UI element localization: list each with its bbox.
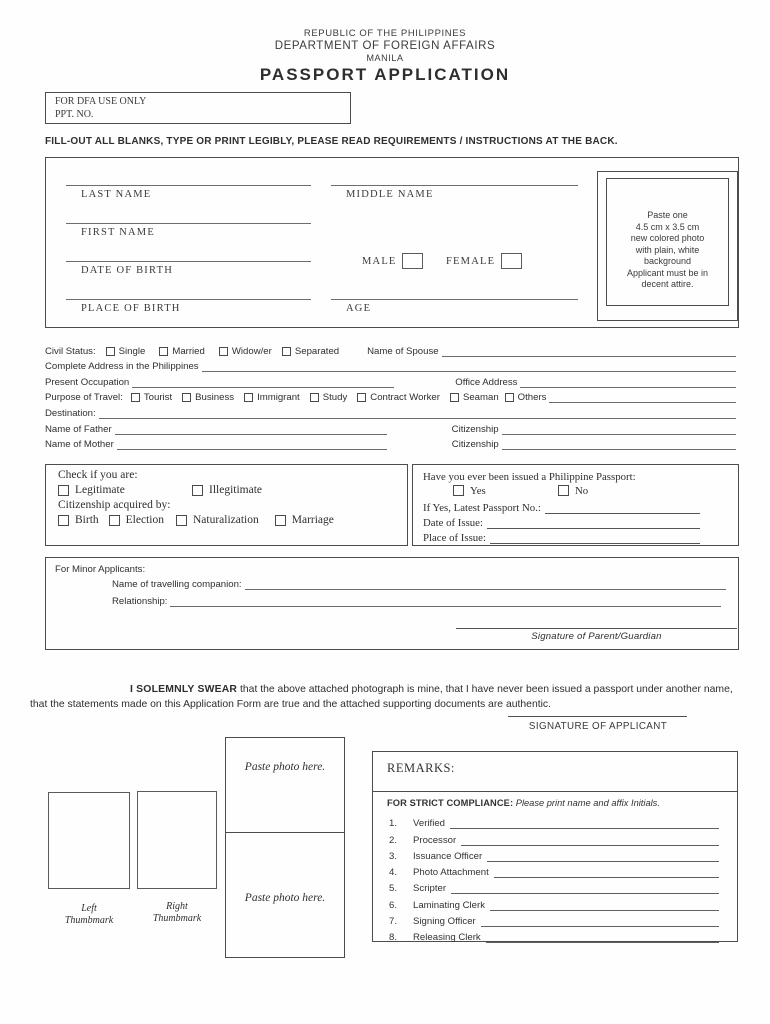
item-label: Signing Officer bbox=[413, 916, 476, 928]
others-field[interactable] bbox=[549, 400, 736, 403]
form-title: PASSPORT APPLICATION bbox=[259, 65, 511, 84]
tourist-checkbox[interactable] bbox=[131, 393, 140, 402]
strict-compliance-line bbox=[387, 798, 660, 808]
citizenship-acquired-title: Citizenship acquired by: bbox=[58, 499, 171, 511]
illegitimate-checkbox[interactable] bbox=[192, 485, 203, 496]
middle-name-field[interactable] bbox=[331, 185, 578, 186]
others-label: Others bbox=[517, 392, 547, 404]
place-of-issue-field[interactable] bbox=[490, 541, 700, 544]
details-section bbox=[45, 341, 739, 450]
paste-photo-label-1: Paste photo here. bbox=[244, 761, 326, 773]
contract-worker-checkbox[interactable] bbox=[357, 393, 366, 402]
spouse-field[interactable] bbox=[442, 354, 736, 357]
mother-citizenship-field[interactable] bbox=[502, 447, 736, 450]
date-of-issue-field[interactable] bbox=[487, 526, 700, 529]
immigrant-label: Immigrant bbox=[257, 392, 300, 404]
date-of-birth-label: DATE OF BIRTH bbox=[81, 265, 173, 276]
widower-label: Widow/er bbox=[231, 345, 272, 357]
office-address-label: Office Address bbox=[455, 376, 518, 388]
dfa-use-only-box bbox=[45, 92, 351, 124]
tourist-label: Tourist bbox=[143, 392, 173, 404]
civil-status-label: Civil Status: bbox=[45, 345, 96, 357]
photo-attachment-field[interactable] bbox=[494, 875, 719, 878]
naturalization-option bbox=[176, 514, 259, 526]
parent-guardian-signature-field[interactable] bbox=[456, 628, 737, 629]
occupation-label: Present Occupation bbox=[45, 376, 130, 388]
paste-photo-box-2[interactable] bbox=[225, 832, 345, 958]
election-label: Election bbox=[125, 514, 164, 526]
father-citizenship-label: Citizenship bbox=[451, 423, 499, 435]
mother-field[interactable] bbox=[117, 447, 387, 450]
place-of-issue-label: Place of Issue: bbox=[423, 531, 486, 544]
date-of-birth-field[interactable] bbox=[66, 261, 311, 262]
paste-photo-label-2: Paste photo here. bbox=[244, 892, 326, 904]
oath-lead: I SOLEMNLY SWEAR bbox=[130, 684, 238, 695]
father-row bbox=[45, 419, 739, 435]
purpose-label: Purpose of Travel: bbox=[45, 392, 123, 404]
study-label: Study bbox=[322, 392, 348, 404]
oath-body: that the above attached photograph is mine, that I have never been issued a passport under another name, that the statements made on this Application Form are true and the attached supporting documents are authentic. bbox=[30, 684, 733, 710]
widower-checkbox[interactable] bbox=[219, 347, 228, 356]
compliance-item-laminating-clerk bbox=[389, 894, 719, 910]
left-thumbmark-label-line2: Thumbmark bbox=[64, 915, 114, 926]
item-number: 8. bbox=[389, 932, 398, 944]
legitimate-label: Legitimate bbox=[75, 484, 125, 496]
item-number: 6. bbox=[389, 899, 398, 911]
legitimate-option bbox=[58, 484, 192, 496]
male-label: MALE bbox=[362, 256, 397, 267]
right-thumbmark-label-line1: Right bbox=[166, 901, 188, 912]
date-of-issue-label: Date of Issue: bbox=[423, 516, 483, 529]
item-label: Photo Attachment bbox=[413, 867, 489, 879]
item-label: Issuance Officer bbox=[413, 850, 483, 862]
compliance-list bbox=[373, 813, 737, 943]
dfa-use-only-label: FOR DFA USE ONLY bbox=[55, 96, 147, 107]
minor-applicants-section bbox=[45, 557, 739, 650]
processor-field[interactable] bbox=[461, 843, 719, 846]
election-checkbox[interactable] bbox=[109, 515, 120, 526]
father-field[interactable] bbox=[115, 432, 387, 435]
photo-paste-area bbox=[597, 171, 738, 321]
destination-row bbox=[45, 403, 739, 419]
compliance-item-issuance-officer bbox=[389, 846, 719, 862]
scripter-field[interactable] bbox=[451, 891, 719, 894]
middle-name-label: MIDDLE NAME bbox=[346, 189, 434, 200]
relationship-row bbox=[112, 593, 724, 607]
oath-paragraph bbox=[30, 683, 746, 712]
citizenship-acquired-options-row bbox=[58, 514, 395, 526]
seaman-checkbox[interactable] bbox=[450, 393, 459, 402]
item-number: 4. bbox=[389, 867, 398, 879]
passport-question: Have you ever been issued a Philippine Passport: bbox=[423, 471, 636, 484]
last-name-label: LAST NAME bbox=[81, 189, 152, 200]
companion-label: Name of travelling companion: bbox=[112, 579, 242, 590]
seaman-label: Seaman bbox=[462, 392, 499, 404]
left-thumbmark-box[interactable] bbox=[48, 792, 130, 889]
separated-checkbox[interactable] bbox=[282, 347, 291, 356]
photo-instruction-line: new colored photo bbox=[630, 233, 705, 243]
latest-passport-row bbox=[423, 498, 728, 513]
naturalization-label: Naturalization bbox=[192, 514, 259, 526]
left-thumbmark-label-line1: Left bbox=[81, 903, 97, 914]
relationship-field[interactable] bbox=[170, 604, 721, 607]
place-of-issue-row bbox=[423, 529, 728, 544]
destination-field[interactable] bbox=[99, 416, 736, 419]
marriage-option bbox=[275, 514, 334, 526]
strict-compliance-lead: FOR STRICT COMPLIANCE: bbox=[387, 798, 514, 808]
date-of-issue-row bbox=[423, 514, 728, 529]
passport-yes-no-row bbox=[423, 483, 728, 498]
compliance-item-scripter bbox=[389, 878, 719, 894]
business-checkbox[interactable] bbox=[182, 393, 191, 402]
photo-instruction-line: with plain, white bbox=[635, 244, 700, 255]
election-option bbox=[109, 514, 164, 526]
compliance-item-photo-attachment bbox=[389, 862, 719, 878]
birth-label: Birth bbox=[75, 514, 99, 526]
photo-instruction-line: Paste one bbox=[647, 210, 688, 220]
separated-label: Separated bbox=[294, 345, 340, 357]
companion-field[interactable] bbox=[245, 587, 726, 590]
single-label: Single bbox=[118, 345, 146, 357]
fill-out-instruction: FILL-OUT ALL BLANKS, TYPE OR PRINT LEGIBLY, PLEASE READ REQUIREMENTS / INSTRUCTIONS AT THE BACK. bbox=[45, 136, 618, 147]
first-name-label: FIRST NAME bbox=[81, 227, 155, 238]
form-header bbox=[0, 28, 770, 85]
companion-row bbox=[112, 576, 729, 590]
last-name-field[interactable] bbox=[66, 185, 311, 186]
right-thumbmark-label-line2: Thumbmark bbox=[152, 913, 202, 924]
compliance-item-verified bbox=[389, 813, 719, 829]
photo-instructions bbox=[606, 178, 729, 306]
releasing-clerk-field[interactable] bbox=[486, 940, 719, 943]
female-checkbox[interactable] bbox=[501, 253, 522, 269]
marriage-label: Marriage bbox=[291, 514, 334, 526]
photo-instruction-line: background bbox=[643, 256, 692, 266]
photo-instruction-line: 4.5 cm x 3.5 cm bbox=[635, 221, 700, 232]
first-name-field[interactable] bbox=[66, 223, 311, 224]
destination-label: Destination: bbox=[45, 407, 96, 419]
birth-option bbox=[58, 514, 99, 526]
right-thumbmark-box[interactable] bbox=[137, 791, 217, 889]
item-number: 3. bbox=[389, 850, 398, 862]
remarks-title: REMARKS: bbox=[387, 761, 455, 775]
yes-label: Yes bbox=[470, 484, 486, 497]
female-label: FEMALE bbox=[446, 256, 496, 267]
remarks-section bbox=[372, 751, 738, 942]
married-label: Married bbox=[172, 345, 205, 357]
illegitimate-option bbox=[192, 484, 262, 496]
remarks-divider bbox=[373, 791, 737, 792]
applicant-signature-label: SIGNATURE OF APPLICANT bbox=[528, 721, 668, 732]
spouse-label: Name of Spouse bbox=[367, 345, 439, 357]
birth-checkbox[interactable] bbox=[58, 515, 69, 526]
occupation-row bbox=[45, 372, 739, 388]
item-label: Laminating Clerk bbox=[413, 899, 485, 911]
legitimacy-title: Check if you are: bbox=[58, 469, 138, 481]
photo-instruction-line: Applicant must be in bbox=[626, 267, 709, 278]
mother-label: Name of Mother bbox=[45, 439, 114, 451]
male-checkbox[interactable] bbox=[402, 253, 423, 269]
occupation-field[interactable] bbox=[132, 385, 394, 388]
passport-history-section bbox=[412, 464, 739, 546]
legitimate-checkbox[interactable] bbox=[58, 485, 69, 496]
ppt-no-label: PPT. NO. bbox=[55, 108, 94, 120]
naturalization-checkbox[interactable] bbox=[176, 515, 187, 526]
purpose-row bbox=[45, 388, 739, 404]
item-label: Releasing Clerk bbox=[413, 932, 481, 944]
address-label: Complete Address in the Philippines bbox=[45, 361, 199, 373]
personal-info-section bbox=[45, 157, 739, 328]
item-number: 7. bbox=[389, 916, 398, 928]
compliance-item-processor bbox=[389, 829, 719, 845]
address-row bbox=[45, 357, 739, 373]
strict-compliance-note: Please print name and affix Initials. bbox=[513, 798, 660, 808]
place-of-birth-label: PLACE OF BIRTH bbox=[81, 303, 181, 314]
no-option bbox=[558, 485, 588, 497]
item-number: 5. bbox=[389, 883, 398, 895]
minor-applicants-title: For Minor Applicants: bbox=[55, 564, 146, 575]
business-label: Business bbox=[195, 392, 235, 404]
study-checkbox[interactable] bbox=[310, 393, 319, 402]
no-label: No bbox=[575, 484, 589, 497]
contract-worker-label: Contract Worker bbox=[370, 392, 440, 404]
item-label: Verified bbox=[413, 818, 445, 830]
header-department: DEPARTMENT OF FOREIGN AFFAIRS bbox=[274, 40, 496, 52]
compliance-item-signing-officer bbox=[389, 911, 719, 927]
place-of-birth-field[interactable] bbox=[66, 299, 311, 300]
header-city: MANILA bbox=[366, 53, 404, 63]
illegitimate-label: Illegitimate bbox=[209, 484, 263, 496]
married-checkbox[interactable] bbox=[159, 347, 168, 356]
latest-passport-label: If Yes, Latest Passport No.: bbox=[423, 501, 541, 514]
mother-citizenship-label: Citizenship bbox=[451, 439, 499, 451]
relationship-label: Relationship: bbox=[112, 596, 168, 607]
mother-row bbox=[45, 435, 739, 451]
parent-guardian-signature-label: Signature of Parent/Guardian bbox=[531, 631, 662, 642]
legitimacy-section bbox=[45, 464, 408, 546]
applicant-signature-field[interactable] bbox=[508, 716, 687, 717]
latest-passport-field[interactable] bbox=[545, 511, 700, 514]
laminating-clerk-field[interactable] bbox=[490, 908, 719, 911]
paste-photo-box-1[interactable] bbox=[225, 737, 345, 833]
no-checkbox[interactable] bbox=[558, 485, 569, 496]
signing-officer-field[interactable] bbox=[481, 924, 719, 927]
item-label: Scripter bbox=[413, 883, 447, 895]
issuance-officer-field[interactable] bbox=[487, 859, 719, 862]
yes-option bbox=[453, 485, 558, 497]
item-number: 2. bbox=[389, 834, 398, 846]
right-thumbmark-label bbox=[117, 901, 237, 925]
age-label: AGE bbox=[346, 303, 372, 314]
father-label: Name of Father bbox=[45, 423, 112, 435]
age-field[interactable] bbox=[331, 299, 578, 300]
marriage-checkbox[interactable] bbox=[275, 515, 286, 526]
item-number: 1. bbox=[389, 818, 398, 830]
compliance-item-releasing-clerk bbox=[389, 927, 719, 943]
header-republic: REPUBLIC OF THE PHILIPPINES bbox=[303, 28, 467, 39]
single-checkbox[interactable] bbox=[106, 347, 115, 356]
verified-field[interactable] bbox=[450, 826, 719, 829]
yes-checkbox[interactable] bbox=[453, 485, 464, 496]
civil-status-row bbox=[45, 341, 739, 357]
item-label: Processor bbox=[413, 834, 457, 846]
immigrant-checkbox[interactable] bbox=[244, 393, 253, 402]
legitimacy-options-row bbox=[58, 484, 395, 496]
father-citizenship-field[interactable] bbox=[502, 432, 736, 435]
photo-instruction-line: decent attire. bbox=[641, 279, 694, 289]
address-field[interactable] bbox=[202, 369, 736, 372]
office-address-field[interactable] bbox=[520, 385, 736, 388]
others-checkbox[interactable] bbox=[505, 393, 514, 402]
